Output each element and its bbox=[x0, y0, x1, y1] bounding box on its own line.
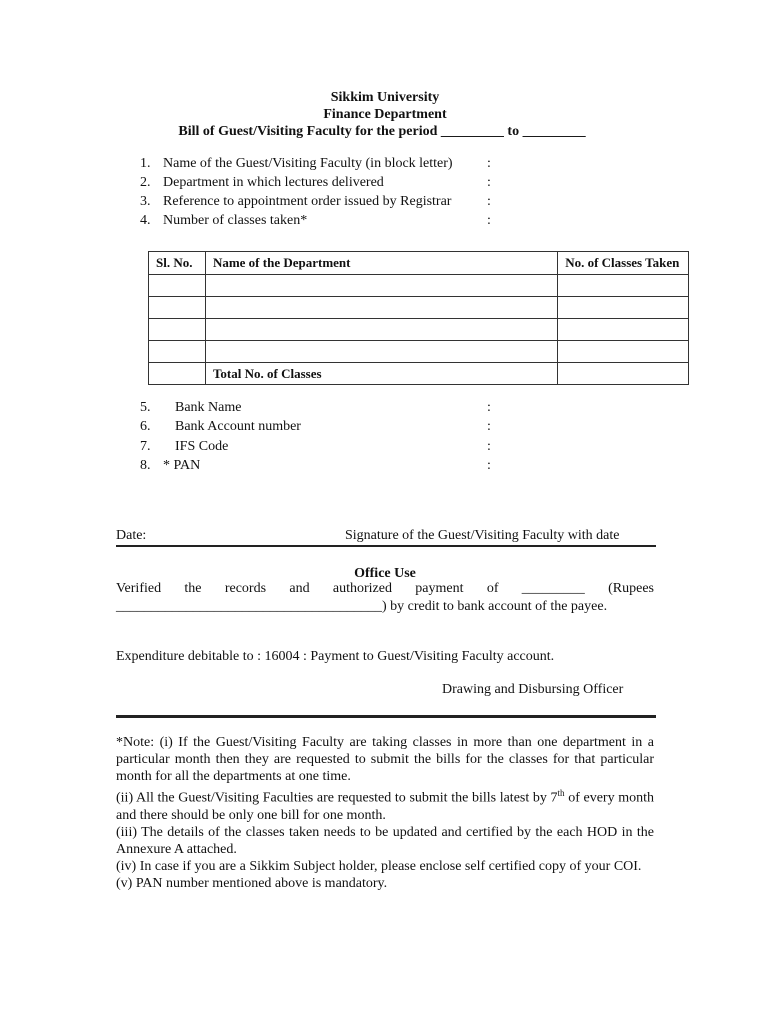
field-label-ifs-code: IFS Code bbox=[175, 439, 229, 454]
bill-title: Bill of Guest/Visiting Faculty for the period _________ to _________ bbox=[178, 124, 586, 139]
signature-divider bbox=[116, 545, 656, 547]
field-colon: : bbox=[487, 213, 491, 228]
table-total-row bbox=[149, 363, 689, 385]
table-cell bbox=[149, 363, 206, 385]
field-number: 2. bbox=[140, 175, 151, 190]
field-label-account-number: Bank Account number bbox=[175, 419, 301, 434]
table-cell[interactable] bbox=[205, 341, 557, 363]
note-3: (iii) The details of the classes taken needs to be updated and certified by the each HOD in the Annexure A attached. bbox=[116, 824, 654, 857]
field-number: 4. bbox=[140, 213, 151, 228]
table-cell[interactable] bbox=[205, 319, 557, 341]
field-label-faculty-name: Name of the Guest/Visiting Faculty (in block letter) bbox=[163, 156, 453, 171]
field-colon: : bbox=[487, 400, 491, 415]
header-classes-taken: No. of Classes Taken bbox=[558, 252, 689, 275]
table-cell[interactable] bbox=[558, 341, 689, 363]
notes-block bbox=[116, 734, 654, 892]
office-use-title: Office Use bbox=[354, 566, 416, 581]
classes-table bbox=[148, 251, 689, 385]
table-header-row bbox=[149, 252, 689, 275]
field-label-bank-name: Bank Name bbox=[175, 400, 242, 415]
date-label: Date: bbox=[116, 528, 147, 543]
signature-label: Signature of the Guest/Visiting Faculty with date bbox=[345, 528, 620, 543]
table-row bbox=[149, 341, 689, 363]
note-2-text: (ii) All the Guest/Visiting Faculties are requested to submit the bills latest by 7 bbox=[116, 790, 558, 806]
field-label-pan: * PAN bbox=[163, 458, 201, 473]
table-row bbox=[149, 275, 689, 297]
field-number: 1. bbox=[140, 156, 151, 171]
field-label-department: Department in which lectures delivered bbox=[163, 175, 384, 190]
field-colon: : bbox=[487, 439, 491, 454]
note-2-rest: of every month and there should be only one bill for one month. bbox=[116, 790, 654, 823]
total-classes-value[interactable] bbox=[558, 363, 689, 385]
field-number: 8. bbox=[140, 458, 151, 473]
verified-text: Verified the records and authorized payment of _________ (Rupees ______________________________________) by credit to bank account of the payee. bbox=[116, 581, 654, 614]
note-1: *Note: (i) If the Guest/Visiting Faculty are taking classes in more than one department in a particular month then they are requested to submit the bills for the classes for that particular month for all the departments at one time. bbox=[116, 735, 654, 784]
total-classes-label: Total No. of Classes bbox=[205, 363, 557, 385]
table-cell[interactable] bbox=[149, 275, 206, 297]
note-2-superscript: th bbox=[557, 788, 565, 798]
header-department-name: Name of the Department bbox=[205, 252, 557, 275]
table-cell[interactable] bbox=[149, 341, 206, 363]
table-cell[interactable] bbox=[558, 275, 689, 297]
field-label-reference: Reference to appointment order issued by Registrar bbox=[163, 194, 452, 209]
header-sl-no: Sl. No. bbox=[149, 252, 206, 275]
field-number: 3. bbox=[140, 194, 151, 209]
table-cell[interactable] bbox=[149, 297, 206, 319]
table-cell[interactable] bbox=[149, 319, 206, 341]
field-number: 7. bbox=[140, 439, 151, 454]
field-colon: : bbox=[487, 458, 491, 473]
field-colon: : bbox=[487, 419, 491, 434]
field-number: 5. bbox=[140, 400, 151, 415]
field-label-classes: Number of classes taken* bbox=[163, 213, 308, 228]
field-colon: : bbox=[487, 175, 491, 190]
field-colon: : bbox=[487, 156, 491, 171]
university-name: Sikkim University bbox=[330, 90, 440, 105]
field-colon: : bbox=[487, 194, 491, 209]
ddo-label: Drawing and Disbursing Officer bbox=[442, 682, 624, 697]
note-4: (iv) In case if you are a Sikkim Subject holder, please enclose self certified copy of your COI. bbox=[116, 858, 642, 874]
field-number: 6. bbox=[140, 419, 151, 434]
office-divider bbox=[116, 715, 656, 718]
expenditure-text: Expenditure debitable to : 16004 : Payment to Guest/Visiting Faculty account. bbox=[116, 649, 555, 664]
table-row bbox=[149, 297, 689, 319]
table-row bbox=[149, 319, 689, 341]
department-name: Finance Department bbox=[323, 107, 447, 122]
table-cell[interactable] bbox=[205, 297, 557, 319]
table-cell[interactable] bbox=[205, 275, 557, 297]
note-2 bbox=[116, 785, 654, 824]
table-cell[interactable] bbox=[558, 297, 689, 319]
table-cell[interactable] bbox=[558, 319, 689, 341]
note-5: (v) PAN number mentioned above is mandatory. bbox=[116, 875, 388, 891]
